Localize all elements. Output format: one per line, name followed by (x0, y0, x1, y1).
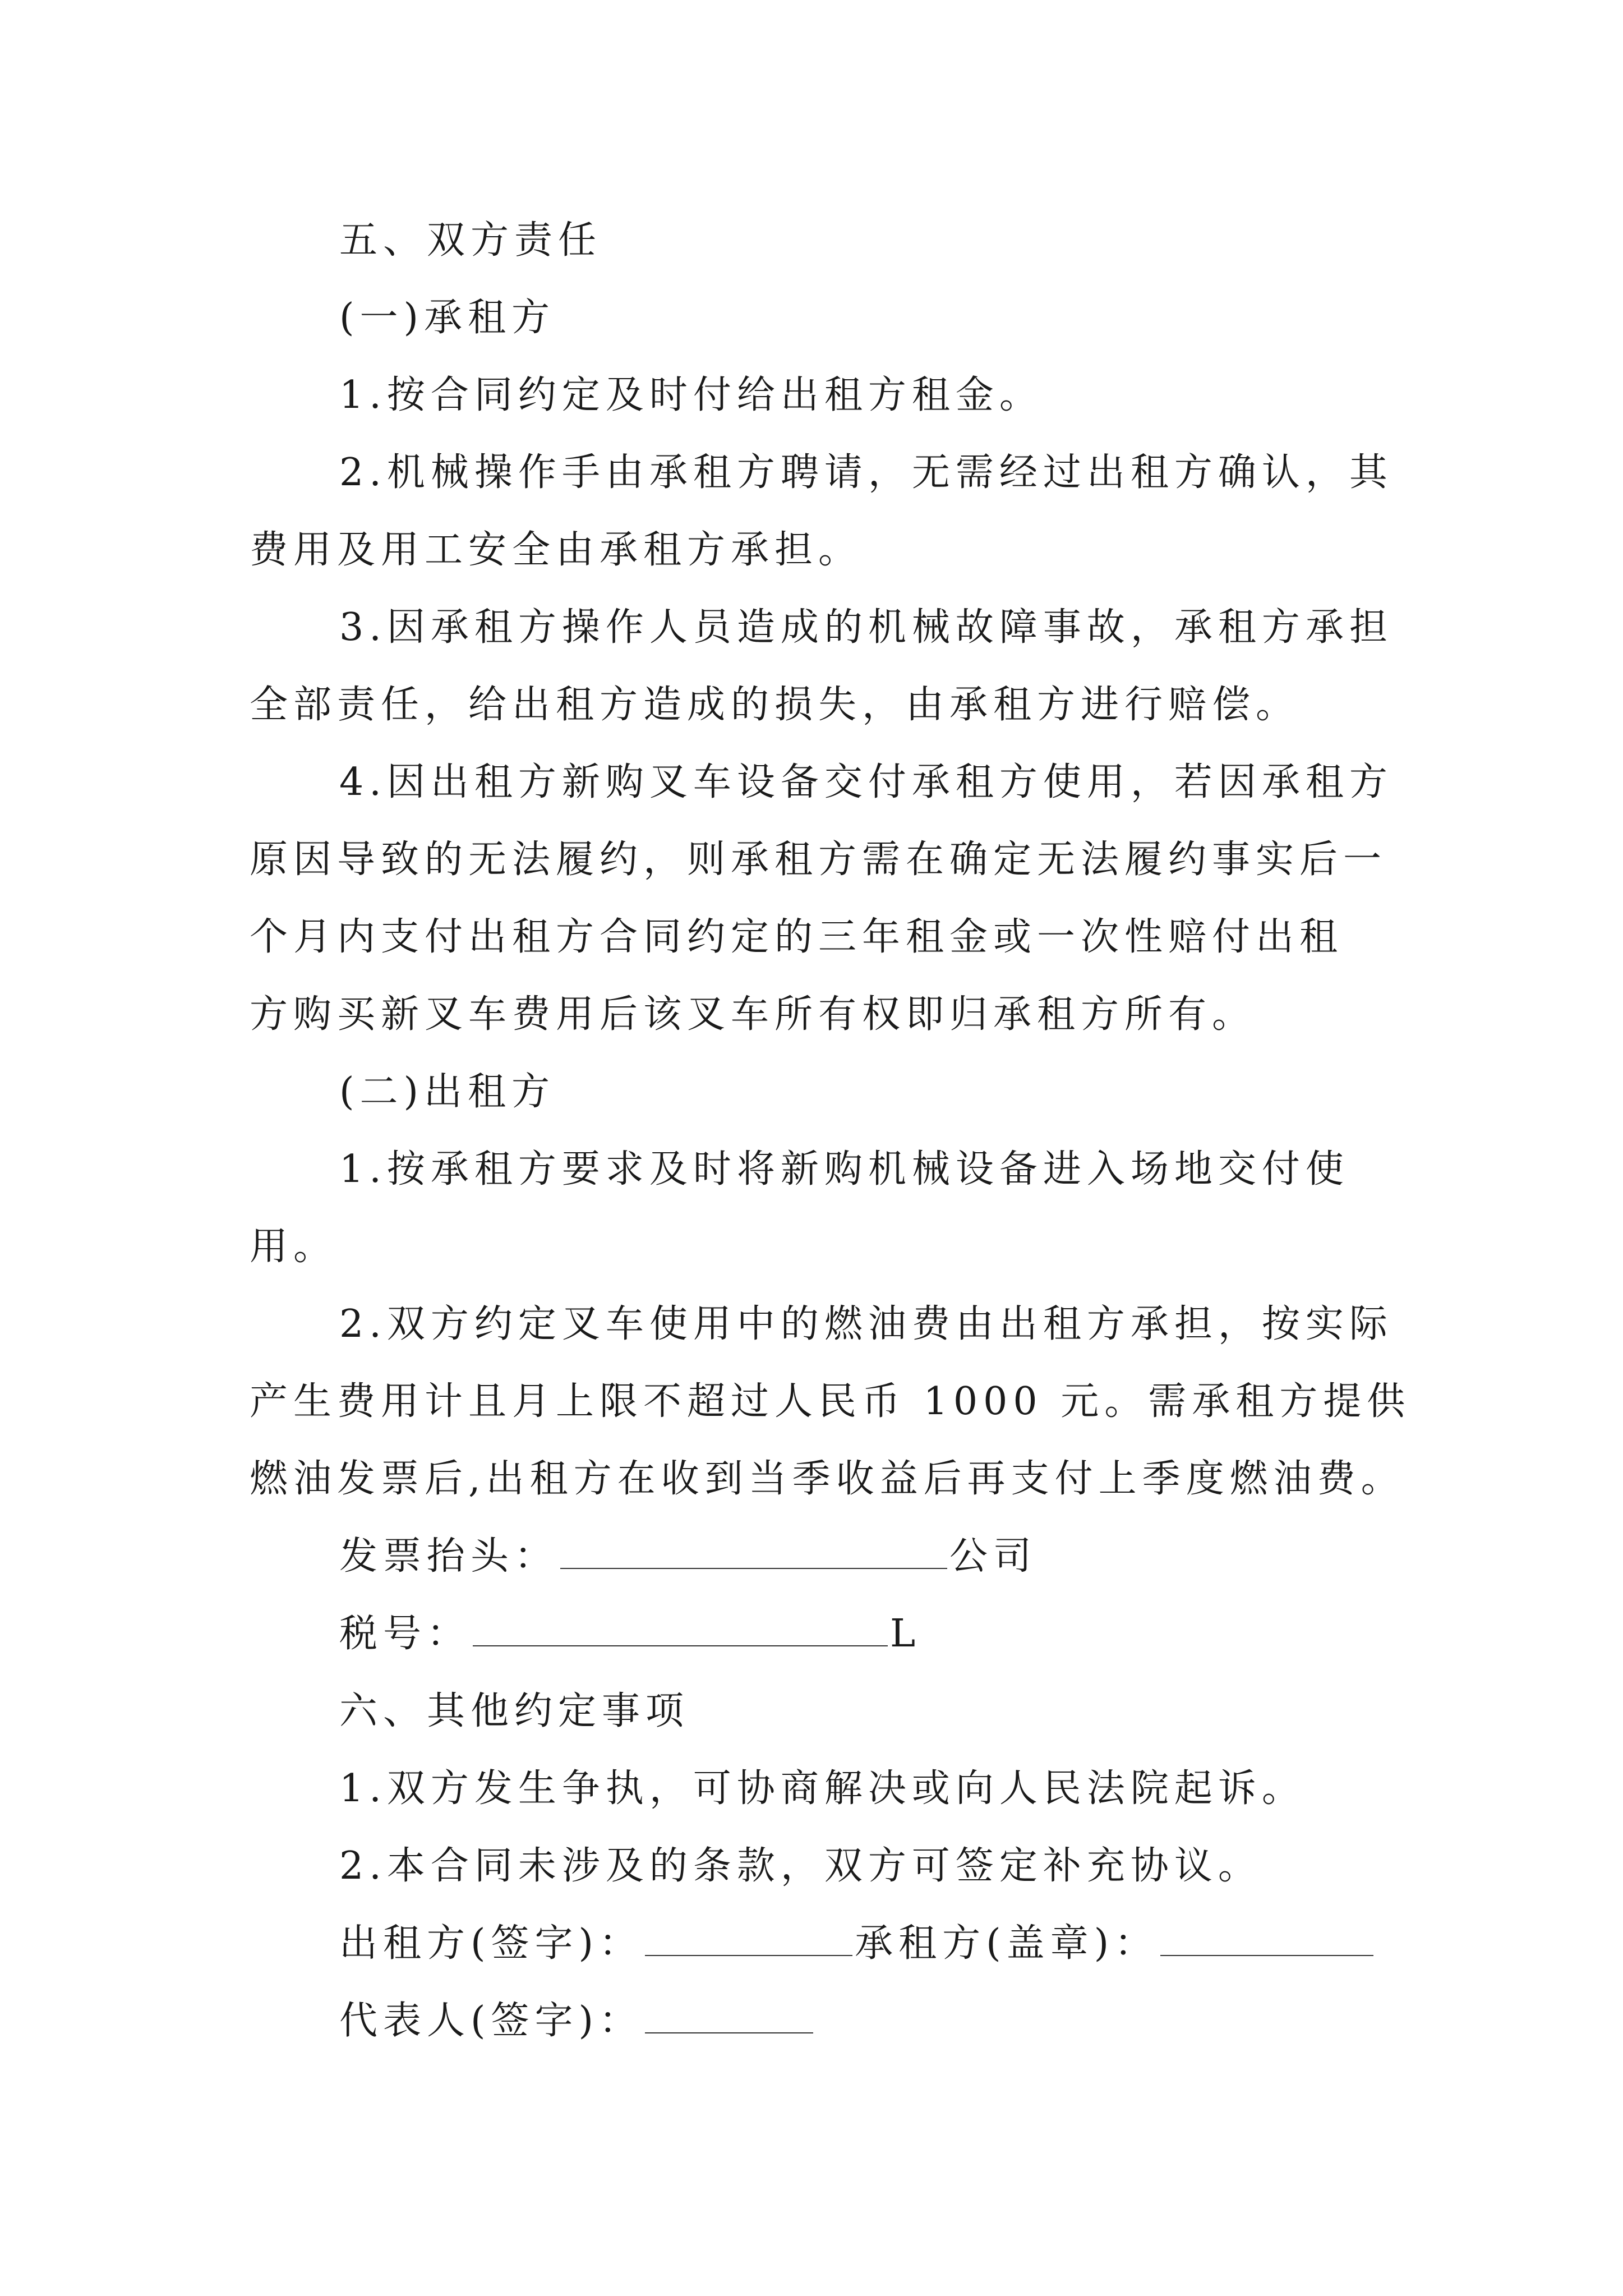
lessor-item-1-line-2: 用。 (250, 1225, 338, 1269)
lessee-seal-label: 承租方(盖章)： (855, 1921, 1159, 1966)
lessee-item-4-line-4: 方购买新叉车费用后该叉车所有权即归承租方所有。 (250, 992, 1256, 1037)
tax-number-suffix: L (890, 1612, 921, 1656)
signature-row (250, 1905, 1388, 1982)
representative-row (250, 1982, 1388, 2060)
invoice-title-label: 发票抬头： (339, 1534, 559, 1579)
representative-signature-label: 代表人(签字)： (339, 1999, 643, 2043)
invoice-title-blank[interactable] (560, 1523, 947, 1569)
lessor-item-2-line-3: 燃油发票后,出租方在收到当季收益后再支付上季度燃油费。 (250, 1457, 1405, 1501)
lessor-signature-blank[interactable] (645, 1910, 852, 1956)
representative-signature-blank[interactable] (645, 1987, 813, 2033)
lessee-item-1: 1.按合同约定及时付给出租方租金。 (339, 373, 1043, 417)
section-5-heading: 五、双方责任 (339, 218, 602, 263)
lessee-item-3-line-1: 3.因承租方操作人员造成的机械故障事故，承租方承担 (339, 605, 1393, 650)
lessor-heading: (二)出租方 (339, 1070, 556, 1114)
lessee-item-4-line-3: 个月内支付出租方合同约定的三年租金或一次性赔付出租 (250, 915, 1344, 959)
contract-page (250, 202, 1411, 2060)
lessee-item-2-line-1: 2.机械操作手由承租方聘请，无需经过出租方确认，其 (339, 450, 1393, 495)
tax-number-blank[interactable] (473, 1600, 888, 1646)
lessee-item-3-line-2: 全部责任，给出租方造成的损失，由承租方进行赔偿。 (250, 683, 1300, 727)
lessor-item-2-line-2: 产生费用计且月上限不超过人民币 1000 元。需承租方提供 (250, 1379, 1411, 1424)
tax-number-row (250, 1595, 1388, 1673)
section-6-heading: 六、其他约定事项 (339, 1689, 690, 1733)
lessee-item-2-line-2: 费用及用工安全由承租方承担。 (250, 528, 863, 572)
lessor-signature-label: 出租方(签字)： (339, 1921, 643, 1966)
invoice-title-row (250, 1518, 1388, 1595)
section-6-item-1: 1.双方发生争执，可协商解决或向人民法院起诉。 (339, 1766, 1306, 1811)
lessor-item-2-line-1: 2.双方约定叉车使用中的燃油费由出租方承担，按实际 (339, 1302, 1393, 1346)
lessor-item-1-line-1: 1.按承租方要求及时将新购机械设备进入场地交付使 (339, 1147, 1349, 1191)
lessee-seal-blank[interactable] (1160, 1910, 1373, 1956)
section-6-item-2: 2.本合同未涉及的条款，双方可签定补充协议。 (339, 1844, 1262, 1888)
tax-number-label: 税号： (339, 1612, 471, 1656)
lessee-heading: (一)承租方 (339, 296, 556, 340)
lessee-item-4-line-2: 原因导致的无法履约，则承租方需在确定无法履约事实后一 (250, 838, 1387, 882)
lessee-item-4-line-1: 4.因出租方新购叉车设备交付承租方使用，若因承租方 (339, 760, 1393, 804)
invoice-title-suffix: 公司 (949, 1534, 1038, 1579)
